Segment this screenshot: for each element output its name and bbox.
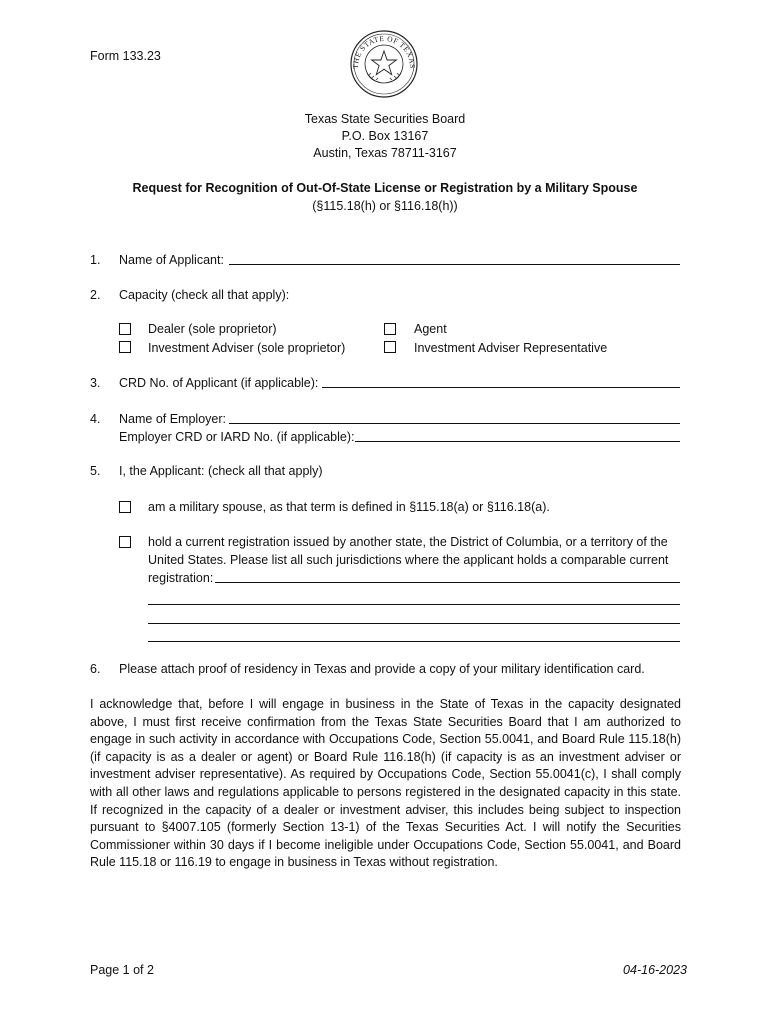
iar-option-label: Investment Adviser Representative — [414, 341, 608, 355]
form-title: Request for Recognition of Out-Of-State License or Registration by a Military Spouse — [132, 181, 638, 195]
registration-field-line-4[interactable] — [148, 641, 680, 642]
employer-crd-field[interactable] — [355, 441, 680, 442]
current-registration-checkbox[interactable] — [119, 536, 131, 548]
employer-crd-label: Employer CRD or IARD No. (if applicable): — [119, 430, 355, 444]
item-4-number: 4. — [90, 412, 101, 426]
investment-adviser-option-label: Investment Adviser (sole proprietor) — [148, 341, 346, 355]
iar-checkbox[interactable] — [384, 341, 396, 353]
proof-of-residency-instruction: Please attach proof of residency in Texas and provide a copy of your military identification card. — [119, 662, 645, 676]
applicant-name-label: Name of Applicant: — [119, 253, 224, 267]
item-3-number: 3. — [90, 376, 101, 390]
current-registration-line-2: United States. Please list all such jurisdictions where the applicant holds a comparable current — [148, 553, 669, 567]
investment-adviser-checkbox[interactable] — [119, 341, 131, 353]
crd-number-field[interactable] — [322, 387, 680, 388]
dealer-checkbox[interactable] — [119, 323, 131, 335]
page-number: Page 1 of 2 — [90, 963, 154, 977]
po-box: P.O. Box 13167 — [341, 129, 429, 143]
acknowledgment-paragraph: I acknowledge that, before I will engage in business in the State of Texas in the capacity designated above, I must first receive confirmation from the Texas State Securities Board that I am authorized to engage in such activity in accordance with Occupations Code, Section 55.0041, and Board Rule 115.18(h) (if capacity is as a dealer or agent) or Board Rule 116.18(h) (if capacity is as an investment adviser or investment adviser representative). As required by Occupations Code, Section 55.0041(c), I shall comply with all other laws and regulations applicable to persons registered in the designated capacity in this state. If recognized in the capacity of a dealer or investment adviser, this includes being subject to inspection pursuant to §4007.105 (formerly Section 13-1) of the Texas Securities Act. I will notify the Securities Commissioner within 30 days if I become ineligible under Occupations Code, Section 55.0041, and Board Rule 115.18 or 116.19 to engage in business in Texas without registration. — [90, 697, 681, 870]
seal-text: THE STATE OF TEXAS — [350, 33, 418, 69]
agent-checkbox[interactable] — [384, 323, 396, 335]
agency-name: Texas State Securities Board — [304, 112, 466, 126]
form-number: Form 133.23 — [90, 49, 161, 63]
applicant-statement-label: I, the Applicant: (check all that apply) — [119, 464, 323, 478]
form-subtitle: (§115.18(h) or §116.18(h)) — [312, 199, 458, 213]
dealer-option-label: Dealer (sole proprietor) — [148, 322, 277, 336]
crd-number-label: CRD No. of Applicant (if applicable): — [119, 376, 319, 390]
current-registration-line-1: hold a current registration issued by another state, the District of Columbia, or a territory of the — [148, 535, 668, 549]
military-spouse-option-label: am a military spouse, as that term is defined in §115.18(a) or §116.18(a). — [148, 500, 550, 514]
item-6-number: 6. — [90, 662, 101, 676]
revision-date: 04-16-2023 — [623, 963, 687, 977]
employer-name-label: Name of Employer: — [119, 412, 226, 426]
item-1-number: 1. — [90, 253, 101, 267]
registration-field-line-2[interactable] — [148, 604, 680, 605]
registration-field-line-1[interactable] — [215, 582, 680, 583]
agent-option-label: Agent — [414, 322, 447, 336]
item-2-number: 2. — [90, 288, 101, 302]
employer-name-field[interactable] — [229, 423, 680, 424]
texas-state-seal-icon — [349, 29, 419, 99]
applicant-name-field[interactable] — [229, 264, 680, 265]
capacity-label: Capacity (check all that apply): — [119, 288, 290, 302]
registration-field-line-3[interactable] — [148, 623, 680, 624]
item-5-number: 5. — [90, 464, 101, 478]
military-spouse-checkbox[interactable] — [119, 501, 131, 513]
registration-label: registration: — [148, 571, 214, 585]
city-line: Austin, Texas 78711-3167 — [313, 146, 457, 160]
